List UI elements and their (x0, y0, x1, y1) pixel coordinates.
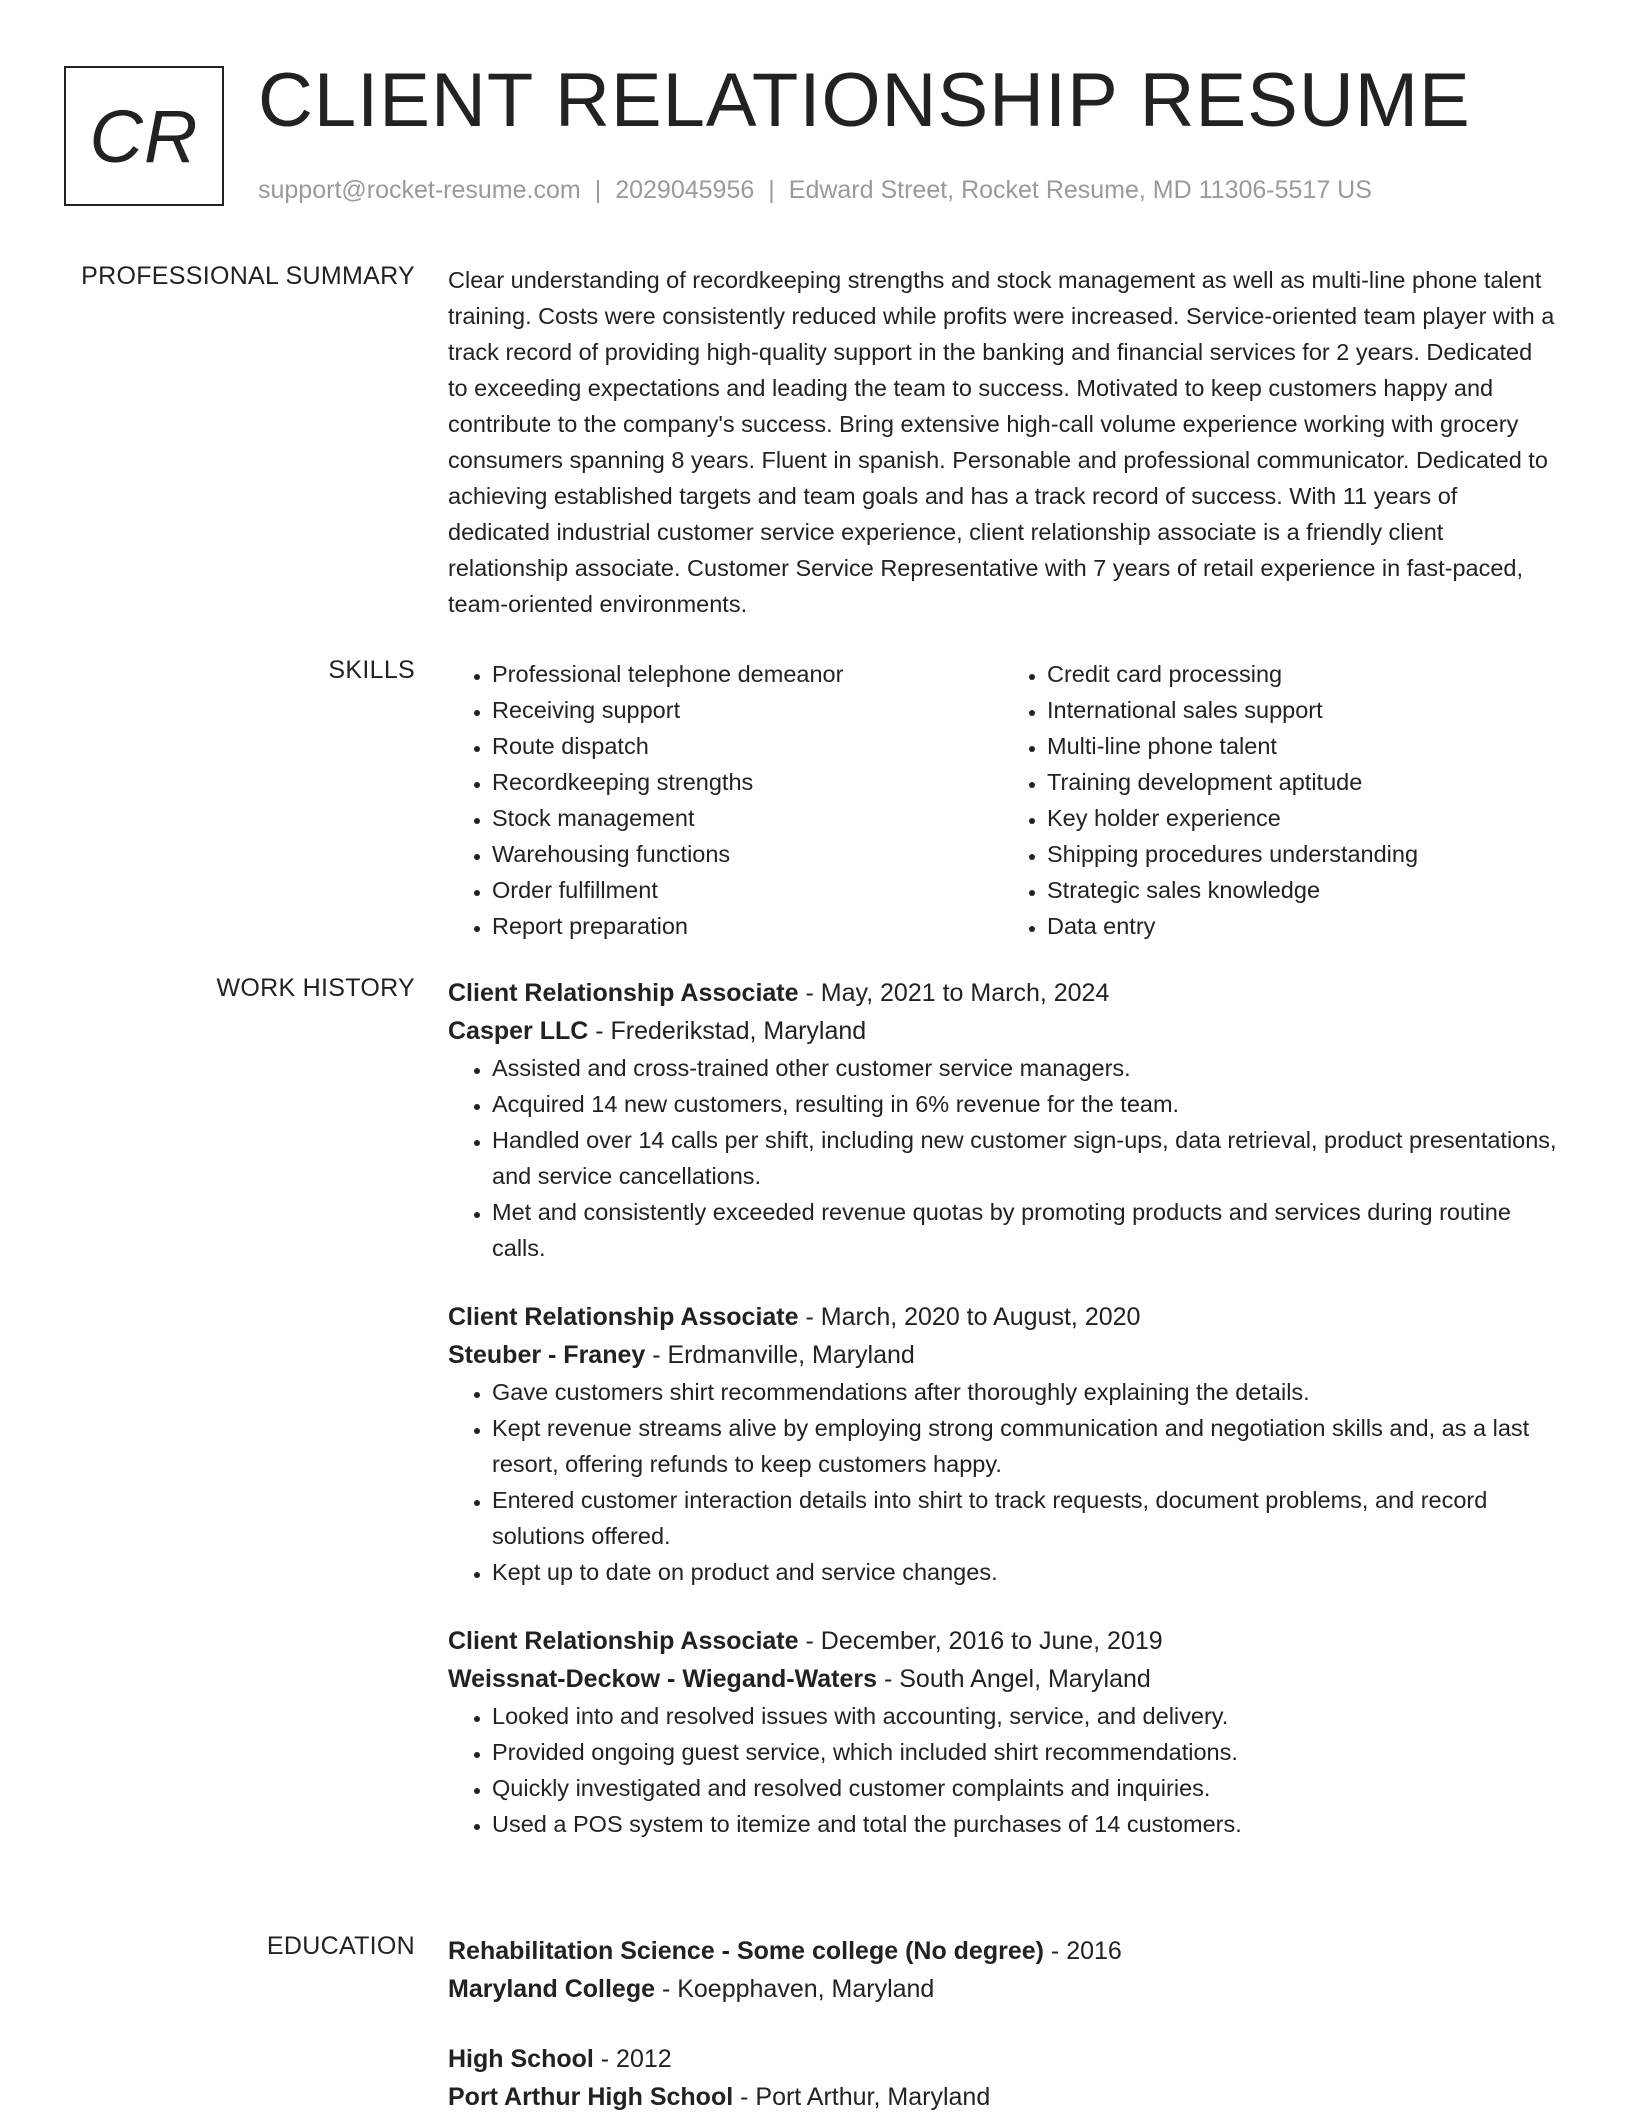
job-entry (448, 1298, 1558, 1590)
contact-separator: | (594, 176, 602, 204)
job-bullets (448, 1050, 1558, 1266)
education-location: Koepphaven, Maryland (677, 1975, 935, 2003)
job-title: Client Relationship Associate (448, 1303, 799, 1331)
job-bullet: • Handled over 14 calls per shift, including new customer sign-ups, data retrieval, product presentations, and service cancellations. (492, 1122, 1558, 1194)
skill-item: • Strategic sales knowledge (1047, 872, 1558, 908)
job-company: Casper LLC (448, 1017, 589, 1045)
skills-list-left (448, 656, 1003, 944)
contact-email[interactable]: support@rocket-resume.com (258, 176, 581, 204)
work-history-body (448, 974, 1558, 1842)
education-entry (448, 1932, 1558, 2008)
skill-item: • Order fulfillment (492, 872, 1003, 908)
job-company-line: Steuber - Franey - Erdmanville, Maryland (448, 1341, 915, 1369)
job-location: Erdmanville, Maryland (667, 1341, 915, 1369)
skill-item: • Data entry (1047, 908, 1558, 944)
skill-item: • Professional telephone demeanor (492, 656, 1003, 692)
skills-list-right (1003, 656, 1558, 944)
education-school-line: Port Arthur High School - Port Arthur, Maryland (448, 2083, 991, 2111)
section-label-summary: PROFESSIONAL SUMMARY (81, 262, 415, 290)
skill-item: • Warehousing functions (492, 836, 1003, 872)
job-entry (448, 974, 1558, 1266)
skill-item: • Receiving support (492, 692, 1003, 728)
contact-phone[interactable]: 2029045956 (615, 176, 755, 204)
education-entry (448, 2040, 1558, 2116)
skill-item: • Route dispatch (492, 728, 1003, 764)
job-bullet: • Quickly investigated and resolved customer complaints and inquiries. (492, 1770, 1558, 1806)
skill-item: • Multi-line phone talent (1047, 728, 1558, 764)
job-company-line: Weissnat-Deckow - Wiegand-Waters - South Angel, Maryland (448, 1665, 1151, 1693)
skill-item: • Report preparation (492, 908, 1003, 944)
job-company: Weissnat-Deckow - Wiegand-Waters (448, 1665, 878, 1693)
job-bullet: • Used a POS system to itemize and total the purchases of 14 customers. (492, 1806, 1558, 1842)
education-school-line: Maryland College - Koepphaven, Maryland (448, 1975, 935, 2003)
job-bullet: • Kept up to date on product and service changes. (492, 1554, 1558, 1590)
job-location: Frederikstad, Maryland (610, 1017, 867, 1045)
job-bullet: • Gave customers shirt recommendations after thoroughly explaining the details. (492, 1374, 1558, 1410)
skill-item: • Recordkeeping strengths (492, 764, 1003, 800)
section-label-skills: SKILLS (328, 656, 415, 684)
education-year: 2016 (1066, 1937, 1122, 1965)
education-school: Port Arthur High School (448, 2083, 734, 2111)
skill-item: • Shipping procedures understanding (1047, 836, 1558, 872)
summary-text: Clear understanding of recordkeeping strengths and stock management as well as multi-line phone talent training. Costs were consistently reduced while profits were increased. Service-oriented team player with a track record of providing high-quality support in the banking and financial services for 2 years. Dedicated to exceeding expectations and leading the team to success. Motivated to keep customers happy and contribute to the company's success. Bring extensive high-call volume experience working with grocery consumers spanning 8 years. Fluent in spanish. Personable and professional communicator. Dedicated to achieving established targets and team goals and has a track record of success. With 11 years of dedicated industrial customer service experience, client relationship associate is a friendly client relationship associate. Customer Service Representative with 7 years of retail experience in fast-paced, team-oriented environments. (448, 267, 1555, 617)
job-bullets (448, 1374, 1558, 1590)
contact-address: Edward Street, Rocket Resume, MD 11306-5517 US (788, 176, 1372, 204)
contact-separator: | (768, 176, 775, 204)
education-year: 2012 (616, 2045, 672, 2073)
skills-body (448, 656, 1558, 944)
job-title-line: Client Relationship Associate - December, 2016 to June, 2019 (448, 1627, 1163, 1655)
job-dates: May, 2021 to March, 2024 (820, 979, 1110, 1007)
resume-title: CLIENT RELATIONSHIP RESUME (258, 58, 1471, 143)
skill-item: • Credit card processing (1047, 656, 1558, 692)
skill-item: • International sales support (1047, 692, 1558, 728)
section-label-education: EDUCATION (266, 1932, 415, 1960)
skill-item: • Training development aptitude (1047, 764, 1558, 800)
job-entry (448, 1622, 1558, 1842)
education-location: Port Arthur, Maryland (755, 2083, 991, 2111)
job-company: Steuber - Franey (448, 1341, 646, 1369)
monogram-logo: CR (64, 66, 224, 206)
job-location: South Angel, Maryland (899, 1665, 1151, 1693)
summary-body (448, 262, 1558, 622)
job-bullet: • Kept revenue streams alive by employing strong communication and negotiation skills and, as a last resort, offering refunds to keep customers happy. (492, 1410, 1558, 1482)
education-degree: High School (448, 2045, 594, 2073)
skill-item: • Stock management (492, 800, 1003, 836)
section-label-work: WORK HISTORY (216, 974, 415, 1002)
job-title: Client Relationship Associate (448, 979, 799, 1007)
education-school: Maryland College (448, 1975, 655, 2003)
job-title-line: Client Relationship Associate - March, 2020 to August, 2020 (448, 1303, 1141, 1331)
job-dates: March, 2020 to August, 2020 (820, 1303, 1141, 1331)
job-bullet: • Provided ongoing guest service, which included shirt recommendations. (492, 1734, 1558, 1770)
job-bullet: • Met and consistently exceeded revenue quotas by promoting products and services during routine calls. (492, 1194, 1558, 1266)
education-degree-line: Rehabilitation Science - Some college (No degree) - 2016 (448, 1937, 1122, 1965)
education-degree-line: High School - 2012 (448, 2045, 672, 2073)
job-bullet: • Assisted and cross-trained other customer service managers. (492, 1050, 1558, 1086)
job-bullet: • Acquired 14 new customers, resulting in 6% revenue for the team. (492, 1086, 1558, 1122)
job-bullet: • Looked into and resolved issues with accounting, service, and delivery. (492, 1698, 1558, 1734)
job-bullets (448, 1698, 1558, 1842)
education-body (448, 1932, 1558, 2116)
job-title: Client Relationship Associate (448, 1627, 799, 1655)
contact-line (258, 176, 1372, 205)
job-company-line: Casper LLC - Frederikstad, Maryland (448, 1017, 867, 1045)
skill-item: • Key holder experience (1047, 800, 1558, 836)
job-dates: December, 2016 to June, 2019 (820, 1627, 1163, 1655)
education-degree: Rehabilitation Science - Some college (No degree) (448, 1937, 1044, 1965)
job-bullet: • Entered customer interaction details into shirt to track requests, document problems, and record solutions offered. (492, 1482, 1558, 1554)
job-title-line: Client Relationship Associate - May, 2021 to March, 2024 (448, 979, 1110, 1007)
